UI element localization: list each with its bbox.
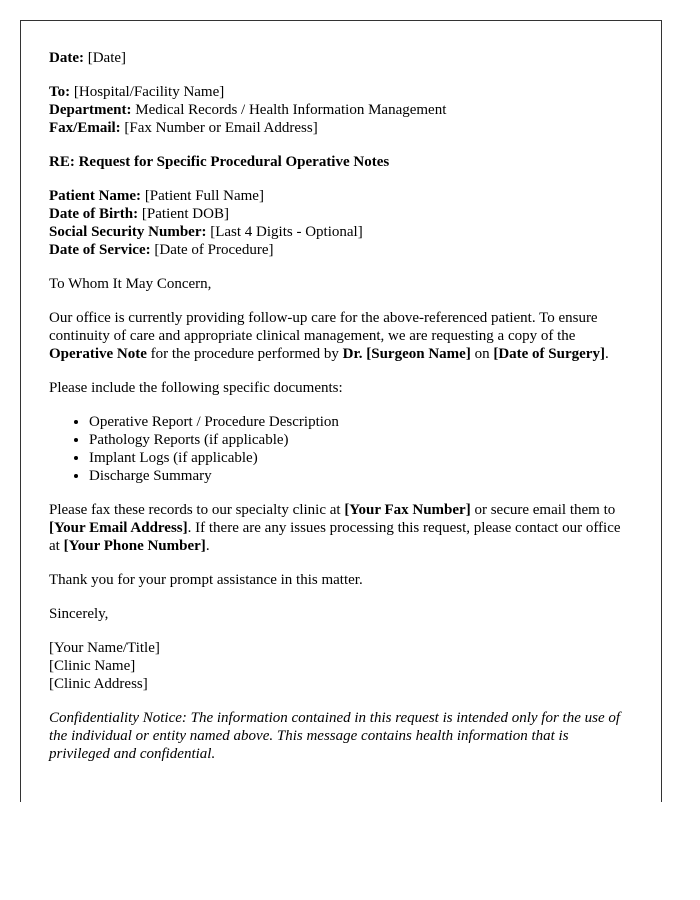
thanks: Thank you for your prompt assistance in this matter.	[49, 572, 363, 588]
text: Our office is currently providing follow-up care for the above-referenced patient. To ensure continuity of care and appropriate clinical management, we are requesting a copy of the	[49, 310, 598, 344]
letter-page	[20, 20, 662, 802]
signature-address: [Clinic Address]	[49, 676, 148, 692]
signature-clinic: [Clinic Name]	[49, 658, 136, 674]
list-item: • Implant Logs (if applicable)	[89, 449, 633, 467]
patient-block	[49, 187, 633, 259]
list-intro: Please include the following specific documents:	[49, 380, 343, 396]
salutation: To Whom It May Concern,	[49, 276, 212, 292]
patient-name-label: Patient Name:	[49, 188, 142, 204]
dept-value: Medical Records / Health Information Management	[135, 102, 447, 118]
operative-note: Operative Note	[49, 346, 147, 362]
list-item: • Discharge Summary	[89, 467, 633, 485]
patient-name-value: [Patient Full Name]	[144, 188, 264, 204]
to-label: To:	[49, 84, 71, 100]
list-item: • Operative Report / Procedure Description	[89, 413, 633, 431]
list-item: • Pathology Reports (if applicable)	[89, 431, 633, 449]
surgeon-name: Dr. [Surgeon Name]	[342, 346, 471, 362]
text: Please fax these records to our specialty clinic at	[49, 502, 345, 518]
dos-value: [Date of Procedure]	[154, 242, 274, 258]
text: .	[604, 346, 609, 362]
body-paragraph-1	[49, 309, 633, 363]
text: or secure email them to	[470, 502, 616, 518]
email-address: [Your Email Address]	[49, 520, 188, 536]
date-label: Date:	[49, 50, 84, 66]
subject-line	[49, 153, 633, 171]
fax-label: Fax/Email:	[49, 120, 121, 136]
date-value: [Date]	[87, 50, 127, 66]
fax-value: [Fax Number or Email Address]	[124, 120, 318, 136]
ssn-label: Social Security Number:	[49, 224, 207, 240]
dob-value: [Patient DOB]	[141, 206, 229, 222]
closing: Sincerely,	[49, 606, 109, 622]
dob-label: Date of Birth:	[49, 206, 139, 222]
fax-number: [Your Fax Number]	[344, 502, 471, 518]
confidentiality-notice: Confidentiality Notice: The information contained in this request is intended only for the use of the individual or entity named above. This message contains health information that is privileged and confidential.	[49, 710, 621, 762]
date-line	[49, 49, 633, 67]
phone-number: [Your Phone Number]	[63, 538, 206, 554]
dept-label: Department:	[49, 102, 132, 118]
recipient-block	[49, 83, 633, 137]
dos-label: Date of Service:	[49, 242, 151, 258]
signature-block	[49, 639, 633, 693]
subject: RE: Request for Specific Procedural Operative Notes	[49, 154, 390, 170]
signature-name: [Your Name/Title]	[49, 640, 160, 656]
to-value: [Hospital/Facility Name]	[73, 84, 225, 100]
text: on	[470, 346, 494, 362]
text: for the procedure performed by	[146, 346, 343, 362]
text: . If there are any issues processing this request, please contact our office at	[49, 520, 621, 554]
documents-list	[49, 413, 633, 485]
surgery-date: [Date of Surgery]	[493, 346, 605, 362]
text: .	[205, 538, 210, 554]
body-paragraph-2	[49, 501, 633, 555]
ssn-value: [Last 4 Digits - Optional]	[210, 224, 363, 240]
